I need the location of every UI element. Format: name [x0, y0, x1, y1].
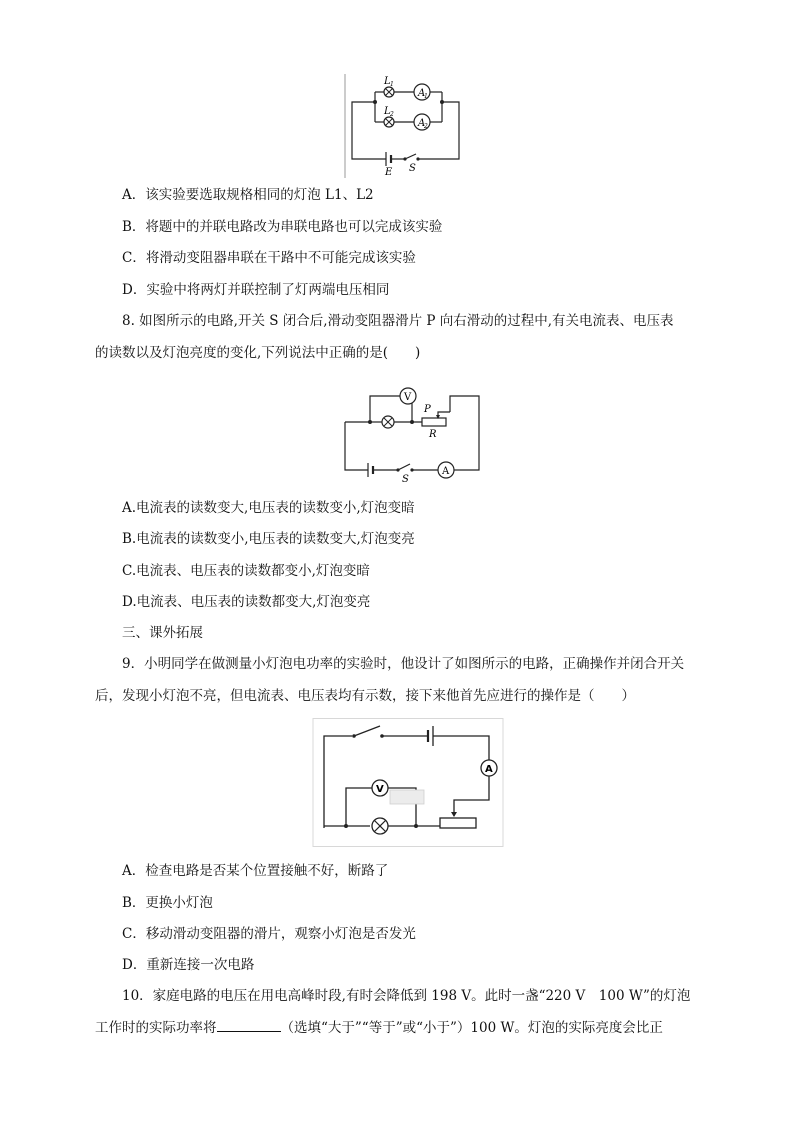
- e-label: E: [385, 167, 393, 178]
- s-label: S: [402, 474, 409, 485]
- r-label: R: [429, 429, 437, 440]
- q10-line1: 10．家庭电路的电压在用电高峰时段,有时会降低到 198 V。此时一盏“220 V 100 W”的灯泡: [122, 988, 691, 1004]
- lamp-l1-symbol: [384, 87, 394, 97]
- l1-sub: 1: [390, 81, 394, 88]
- s-label: S: [409, 163, 416, 174]
- a1-sub: 1: [424, 93, 428, 100]
- q7-circuit-figure: [342, 74, 467, 178]
- q9-option-c: C．移动滑动变阻器的滑片，观察小灯泡是否发光: [122, 926, 416, 942]
- q9-stem-line2: 后，发现小灯泡不亮，但电流表、电压表均有示数，接下来他首先应进行的操作是（ ）: [95, 688, 635, 704]
- a1-label: A: [418, 88, 426, 99]
- q8-stem-line1: 8. 如图所示的电路,开关 S 闭合后,滑动变阻器滑片 P 向右滑动的过程中,有关电流表、电压表: [122, 313, 674, 329]
- switch-symbol: [396, 464, 413, 472]
- answer-blank[interactable]: [217, 1017, 281, 1032]
- a2-label: A: [418, 118, 426, 129]
- q7-option-c: C．将滑动变阻器串联在干路中不可能完成该实验: [122, 250, 416, 266]
- switch-symbol: [403, 154, 419, 161]
- rheostat-symbol: [422, 418, 446, 426]
- q9-stem-line1: 9．小明同学在做测量小灯泡电功率的实验时，他设计了如图所示的电路，正确操作并闭合开关: [122, 656, 685, 672]
- a-label: A: [485, 764, 493, 775]
- q8-stem-line2: 的读数以及灯泡亮度的变化,下列说法中正确的是( ): [95, 345, 421, 361]
- rheostat-symbol: [440, 818, 476, 828]
- q8-option-b: B.电流表的读数变小,电压表的读数变大,灯泡变亮: [122, 531, 415, 547]
- battery-symbol: [428, 726, 433, 746]
- l2-label: L: [384, 106, 391, 117]
- battery-symbol: [386, 152, 404, 166]
- lamp-l2-symbol: [384, 117, 394, 127]
- section-heading: 三、课外拓展: [122, 625, 203, 641]
- q9-circuit-figure: [312, 718, 506, 848]
- lamp-symbol: [382, 416, 394, 428]
- p-label: P: [424, 404, 431, 415]
- v-label: V: [376, 784, 384, 795]
- q7-option-a: A．该实验要选取规格相同的灯泡 L1、L2: [122, 187, 374, 203]
- l2-sub: 2: [390, 111, 394, 118]
- q8-option-d: D.电流表、电压表的读数都变大,灯泡变亮: [122, 594, 371, 610]
- lamp-symbol: [372, 818, 388, 834]
- q8-circuit-figure: [340, 382, 495, 488]
- q9-stem: [95, 648, 710, 712]
- q8-option-a: A.电流表的读数变大,电压表的读数变小,灯泡变暗: [122, 500, 415, 516]
- a-label: A: [442, 466, 450, 477]
- q7-option-b: B．将题中的并联电路改为串联电路也可以完成该实验: [122, 219, 443, 235]
- q9-option-b: B．更换小灯泡: [122, 895, 213, 911]
- q7-option-d: D．实验中将两灯并联控制了灯两端电压相同: [122, 282, 390, 298]
- q10-line2: 工作时的实际功率将 （选填“大于”“等于”或“小于”）100 W。灯泡的实际亮度会比正: [95, 1012, 710, 1044]
- a2-sub: 2: [424, 123, 428, 130]
- q10-stem: [95, 980, 710, 1044]
- l1-label: L: [384, 76, 391, 87]
- q9-option-a: A．检查电路是否某个位置接触不好，断路了: [122, 863, 389, 879]
- q8-stem: [95, 305, 710, 369]
- q8-option-c: C.电流表、电压表的读数都变小,灯泡变暗: [122, 563, 370, 579]
- v-label: V: [404, 392, 412, 403]
- q9-option-d: D．重新连接一次电路: [122, 957, 255, 973]
- battery-symbol: [368, 463, 397, 477]
- switch-symbol: [352, 726, 384, 738]
